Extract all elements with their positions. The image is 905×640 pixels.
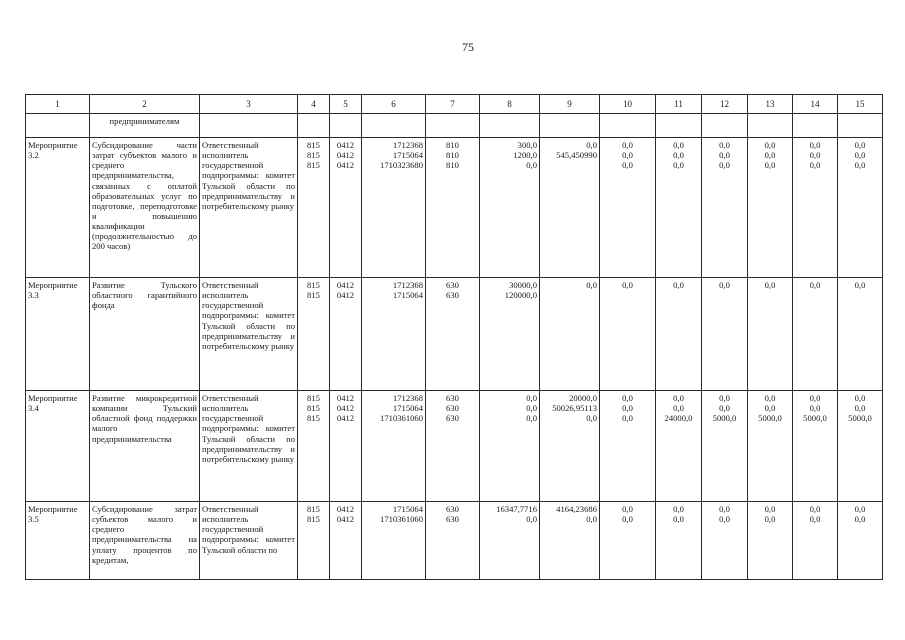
value-cell (330, 138, 362, 278)
value-cell (838, 278, 883, 391)
cell-value: 0,0 (719, 393, 730, 403)
cell-value: 0,0 (809, 403, 821, 414)
value-cell (600, 138, 656, 278)
header-row (26, 95, 883, 114)
column-header: 9 (540, 95, 600, 114)
value-cell (426, 278, 480, 391)
cell-value: 0,0 (622, 403, 633, 414)
value-cell (330, 391, 362, 502)
cell-value: 5000,0 (758, 413, 782, 424)
cell-value: 0,0 (764, 150, 776, 161)
value-cell (748, 278, 793, 391)
cell-value: 0,0 (622, 393, 633, 403)
value-cell (540, 278, 600, 391)
value-cell (838, 138, 883, 278)
table-row (26, 391, 883, 502)
cell-value: 630 (446, 290, 459, 301)
cell-value: 630 (446, 280, 459, 290)
column-header: 4 (298, 95, 330, 114)
cell-value: 0,0 (719, 403, 730, 414)
value-cell (426, 502, 480, 580)
cell-value: 630 (446, 413, 459, 424)
cell-value: 810 (446, 160, 459, 171)
cell-value: 1715064 (392, 403, 423, 414)
cell-value: 0,0 (809, 280, 821, 290)
cell-value: 0,0 (719, 160, 730, 171)
value-cell (480, 138, 540, 278)
cell-value: 0,0 (854, 393, 866, 403)
cell-value: 0,0 (673, 280, 684, 290)
column-header: 2 (90, 95, 200, 114)
value-cell (600, 278, 656, 391)
cell-value: 815 (307, 403, 320, 414)
continuation-text: предпринимателям (90, 114, 200, 138)
cell-value: 0,0 (526, 393, 537, 403)
cell-value: 0,0 (854, 403, 866, 414)
description-cell: Развитие Тульского областного гарантийного фонда (90, 278, 200, 391)
event-cell: Мероприятие 3.3 (26, 278, 90, 391)
value-cell (540, 502, 600, 580)
value-cell (793, 138, 838, 278)
value-cell (656, 502, 702, 580)
value-cell (702, 138, 748, 278)
value-cell (748, 391, 793, 502)
cell-value: 0412 (336, 393, 355, 403)
cell-value: 1712368 (392, 140, 423, 150)
cell-value: 0,0 (719, 280, 730, 290)
value-cell (362, 502, 426, 580)
event-cell: Мероприятие 3.4 (26, 391, 90, 502)
cell-value: 0,0 (586, 140, 597, 150)
column-header: 3 (200, 95, 298, 114)
cell-value: 0,0 (673, 514, 684, 525)
executor-cell: Ответственный исполнитель государственной подпрограммы: комитет Тульской области по предпринимательству и потребительскому рынку (200, 391, 298, 502)
cell-value: 30000,0 (509, 280, 537, 290)
value-cell (702, 391, 748, 502)
cell-value: 0,0 (809, 140, 821, 150)
cell-value: 1710361060 (380, 514, 423, 525)
value-cell (540, 391, 600, 502)
event-cell: Мероприятие 3.2 (26, 138, 90, 278)
value-cell (540, 138, 600, 278)
value-cell (480, 391, 540, 502)
cell-value: 0,0 (719, 150, 730, 161)
cell-value: 630 (446, 393, 459, 403)
value-cell (838, 502, 883, 580)
cell-value: 0,0 (719, 514, 730, 525)
continuation-row (26, 114, 883, 138)
cell-value: 24000,0 (664, 413, 693, 424)
cell-value: 0,0 (764, 403, 776, 414)
cell-value: 0,0 (764, 140, 776, 150)
value-cell (298, 138, 330, 278)
cell-value: 0412 (336, 160, 355, 171)
value-cell (426, 391, 480, 502)
cell-value: 0,0 (526, 514, 537, 525)
value-cell (298, 502, 330, 580)
cell-value: 0412 (336, 140, 355, 150)
cell-value: 0,0 (854, 504, 866, 514)
column-header: 8 (480, 95, 540, 114)
cell-value: 0,0 (764, 280, 776, 290)
column-header: 13 (748, 95, 793, 114)
budget-table (25, 94, 883, 580)
cell-value: 630 (446, 504, 459, 514)
value-cell (330, 502, 362, 580)
cell-value: 0,0 (586, 514, 597, 525)
cell-value: 545,450990 (556, 150, 597, 161)
value-cell (426, 138, 480, 278)
cell-value: 815 (307, 504, 320, 514)
value-cell (748, 138, 793, 278)
cell-value: 0,0 (673, 160, 684, 171)
column-header: 11 (656, 95, 702, 114)
cell-value: 815 (307, 514, 320, 525)
executor-cell: Ответственный исполнитель государственной подпрограммы: комитет Тульской области по (200, 502, 298, 580)
cell-value: 0,0 (809, 150, 821, 161)
cell-value: 815 (307, 140, 320, 150)
cell-value: 0,0 (809, 160, 821, 171)
value-cell (656, 138, 702, 278)
cell-value: 630 (446, 403, 459, 414)
cell-value: 0,0 (673, 393, 684, 403)
cell-value: 0,0 (764, 504, 776, 514)
cell-value: 0,0 (526, 160, 537, 171)
cell-value: 0,0 (854, 280, 866, 290)
table-row (26, 502, 883, 580)
cell-value: 0,0 (673, 403, 684, 414)
cell-value: 815 (307, 413, 320, 424)
cell-value: 0,0 (764, 160, 776, 171)
value-cell (480, 502, 540, 580)
cell-value: 20000,0 (569, 393, 597, 403)
cell-value: 0,0 (526, 403, 537, 414)
event-cell: Мероприятие 3.5 (26, 502, 90, 580)
cell-value: 0412 (336, 280, 355, 290)
value-cell (480, 278, 540, 391)
cell-value: 0,0 (673, 140, 684, 150)
cell-value: 0412 (336, 504, 355, 514)
value-cell (362, 278, 426, 391)
column-header: 1 (26, 95, 90, 114)
cell-value: 5000,0 (848, 413, 872, 424)
cell-value: 120000,0 (504, 290, 537, 301)
value-cell (702, 502, 748, 580)
cell-value: 0,0 (673, 504, 684, 514)
cell-value: 0,0 (622, 140, 633, 150)
cell-value: 0,0 (719, 140, 730, 150)
cell-value: 815 (307, 280, 320, 290)
cell-value: 0,0 (526, 413, 537, 424)
value-cell (702, 278, 748, 391)
cell-value: 0,0 (622, 413, 633, 424)
value-cell (748, 502, 793, 580)
cell-value: 0412 (336, 150, 355, 161)
cell-value: 0,0 (719, 504, 730, 514)
column-header: 5 (330, 95, 362, 114)
description-cell: Субсидирование части затрат субъектов малого и среднего предпринимательства, связанных с оплатой образовательных услуг по подготовке, переподготовке и повышению квалификации (продолжительностью до 200 часов) (90, 138, 200, 278)
cell-value: 5000,0 (803, 413, 827, 424)
value-cell (656, 278, 702, 391)
column-header: 14 (793, 95, 838, 114)
cell-value: 1715064 (392, 290, 423, 301)
description-cell: Развитие микрокредитной компании Тульский областной фонд поддержки малого предпринимательства (90, 391, 200, 502)
cell-value: 810 (446, 150, 459, 161)
cell-value: 815 (307, 150, 320, 161)
value-cell (362, 391, 426, 502)
cell-value: 16347,7716 (496, 504, 537, 514)
value-cell (298, 391, 330, 502)
cell-value: 1712368 (392, 280, 423, 290)
cell-value: 0412 (336, 290, 355, 301)
cell-value: 0,0 (586, 280, 597, 290)
description-cell: Субсидирование затрат субъектов малого и среднего предпринимательства на уплату процентов по кредитам, (90, 502, 200, 580)
cell-value: 0,0 (622, 280, 633, 290)
value-cell (362, 138, 426, 278)
cell-value: 5000,0 (712, 413, 737, 424)
cell-value: 1715064 (392, 150, 423, 161)
column-header: 15 (838, 95, 883, 114)
cell-value: 1710323680 (380, 160, 423, 171)
cell-value: 0,0 (764, 393, 776, 403)
column-header: 12 (702, 95, 748, 114)
cell-value: 4164,23686 (556, 504, 597, 514)
cell-value: 0,0 (854, 160, 866, 171)
page-number: 75 (462, 40, 474, 54)
cell-value: 0412 (336, 403, 355, 414)
column-header: 7 (426, 95, 480, 114)
cell-value: 815 (307, 290, 320, 301)
value-cell (656, 391, 702, 502)
column-header: 10 (600, 95, 656, 114)
value-cell (298, 278, 330, 391)
table-row (26, 278, 883, 391)
value-cell (793, 278, 838, 391)
cell-value: 0412 (336, 413, 355, 424)
cell-value: 815 (307, 160, 320, 171)
cell-value: 0,0 (622, 514, 633, 525)
value-cell (793, 391, 838, 502)
column-header: 6 (362, 95, 426, 114)
cell-value: 0,0 (809, 504, 821, 514)
value-cell (600, 391, 656, 502)
table-row (26, 138, 883, 278)
cell-value: 50026,95113 (552, 403, 597, 414)
cell-value: 815 (307, 393, 320, 403)
cell-value: 1715064 (392, 504, 423, 514)
cell-value: 0412 (336, 514, 355, 525)
cell-value: 0,0 (809, 514, 821, 525)
cell-value: 0,0 (673, 150, 684, 161)
cell-value: 630 (446, 514, 459, 525)
value-cell (793, 502, 838, 580)
cell-value: 0,0 (764, 514, 776, 525)
executor-cell: Ответственный исполнитель государственной подпрограммы: комитет Тульской области по предпринимательству и потребительскому рынку (200, 278, 298, 391)
cell-value: 1200,0 (513, 150, 537, 161)
cell-value: 0,0 (809, 393, 821, 403)
cell-value: 0,0 (854, 150, 866, 161)
cell-value: 300,0 (517, 140, 537, 150)
cell-value: 0,0 (622, 504, 633, 514)
cell-value: 1712368 (392, 393, 423, 403)
value-cell (838, 391, 883, 502)
cell-value: 810 (446, 140, 459, 150)
cell-value: 0,0 (622, 160, 633, 171)
cell-value: 0,0 (622, 150, 633, 161)
cell-value: 0,0 (854, 514, 866, 525)
cell-value: 1710361060 (380, 413, 423, 424)
executor-cell: Ответственный исполнитель государственной подпрограммы: комитет Тульской области по предпринимательству и потребительскому рынку (200, 138, 298, 278)
cell-value: 0,0 (854, 140, 866, 150)
value-cell (600, 502, 656, 580)
cell-value: 0,0 (586, 413, 597, 424)
value-cell (330, 278, 362, 391)
